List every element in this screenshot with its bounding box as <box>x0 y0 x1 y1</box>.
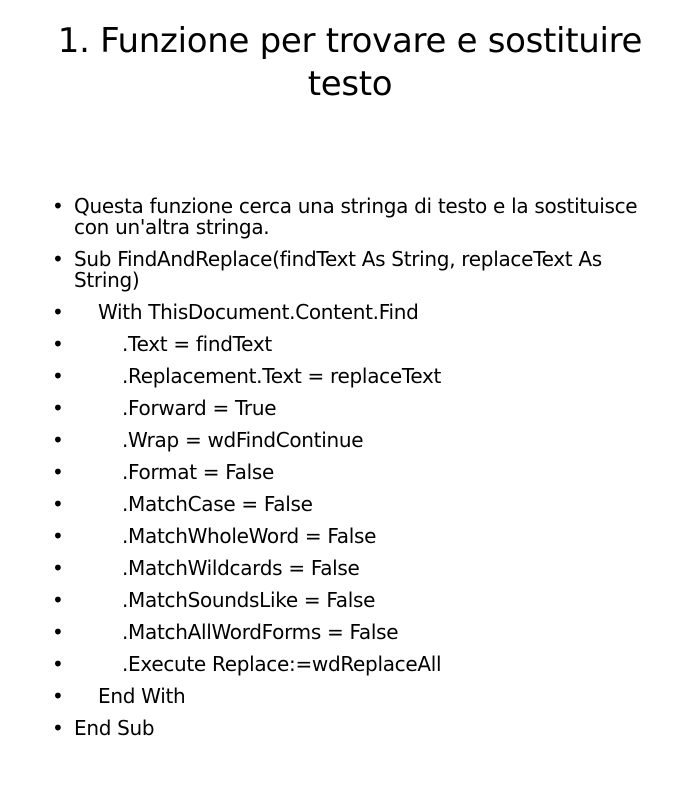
bullet-text: .Format = False <box>122 460 275 484</box>
bullet-text: .Wrap = wdFindContinue <box>122 428 364 452</box>
bullet-item <box>52 622 652 643</box>
bullet-item <box>52 686 652 707</box>
bullet-item <box>52 249 652 291</box>
bullet-dot: • <box>52 364 64 388</box>
bullet-text: .MatchWholeWord = False <box>122 524 377 548</box>
bullet-dot: • <box>52 428 64 452</box>
bullet-dot: • <box>52 460 64 484</box>
bullet-item <box>52 430 652 451</box>
bullet-item <box>52 398 652 419</box>
bullet-item <box>52 558 652 579</box>
bullet-item <box>52 196 652 238</box>
bullet-dot: • <box>52 247 64 271</box>
bullet-text: .Forward = True <box>122 396 277 420</box>
bullet-dot: • <box>52 300 64 324</box>
bullet-dot: • <box>52 716 64 740</box>
bullet-item <box>52 462 652 483</box>
bullet-text: Questa funzione cerca una stringa di testo e la sostituisce con un'altra stringa. <box>74 194 644 239</box>
bullet-text: .Text = findText <box>122 332 272 356</box>
bullet-dot: • <box>52 652 64 676</box>
bullet-dot: • <box>52 524 64 548</box>
bullet-item <box>52 718 652 739</box>
bullet-item <box>52 302 652 323</box>
bullet-dot: • <box>52 194 64 218</box>
bullet-text: End Sub <box>74 716 155 740</box>
bullet-dot: • <box>52 684 64 708</box>
bullet-dot: • <box>52 620 64 644</box>
slide-title: 1. Funzione per trovare e sostituire testo <box>57 21 643 104</box>
bullet-item <box>52 654 652 675</box>
bullet-text: Sub FindAndReplace(findText As String, replaceText As String) <box>74 247 608 292</box>
bullet-item <box>52 494 652 515</box>
bullet-item <box>52 334 652 355</box>
bullet-item <box>52 590 652 611</box>
bullet-text: .MatchAllWordForms = False <box>122 620 399 644</box>
bullet-text: .Replacement.Text = replaceText <box>122 364 442 388</box>
bullet-list <box>52 196 652 750</box>
bullet-dot: • <box>52 332 64 356</box>
bullet-dot: • <box>52 556 64 580</box>
bullet-item <box>52 366 652 387</box>
bullet-text: .MatchCase = False <box>122 492 313 516</box>
bullet-text: With ThisDocument.Content.Find <box>98 300 419 324</box>
bullet-text: .Execute Replace:=wdReplaceAll <box>122 652 442 676</box>
bullet-text: .MatchWildcards = False <box>122 556 360 580</box>
bullet-dot: • <box>52 588 64 612</box>
bullet-dot: • <box>52 492 64 516</box>
bullet-text: End With <box>98 684 186 708</box>
bullet-dot: • <box>52 396 64 420</box>
bullet-text: .MatchSoundsLike = False <box>122 588 376 612</box>
bullet-item <box>52 526 652 547</box>
